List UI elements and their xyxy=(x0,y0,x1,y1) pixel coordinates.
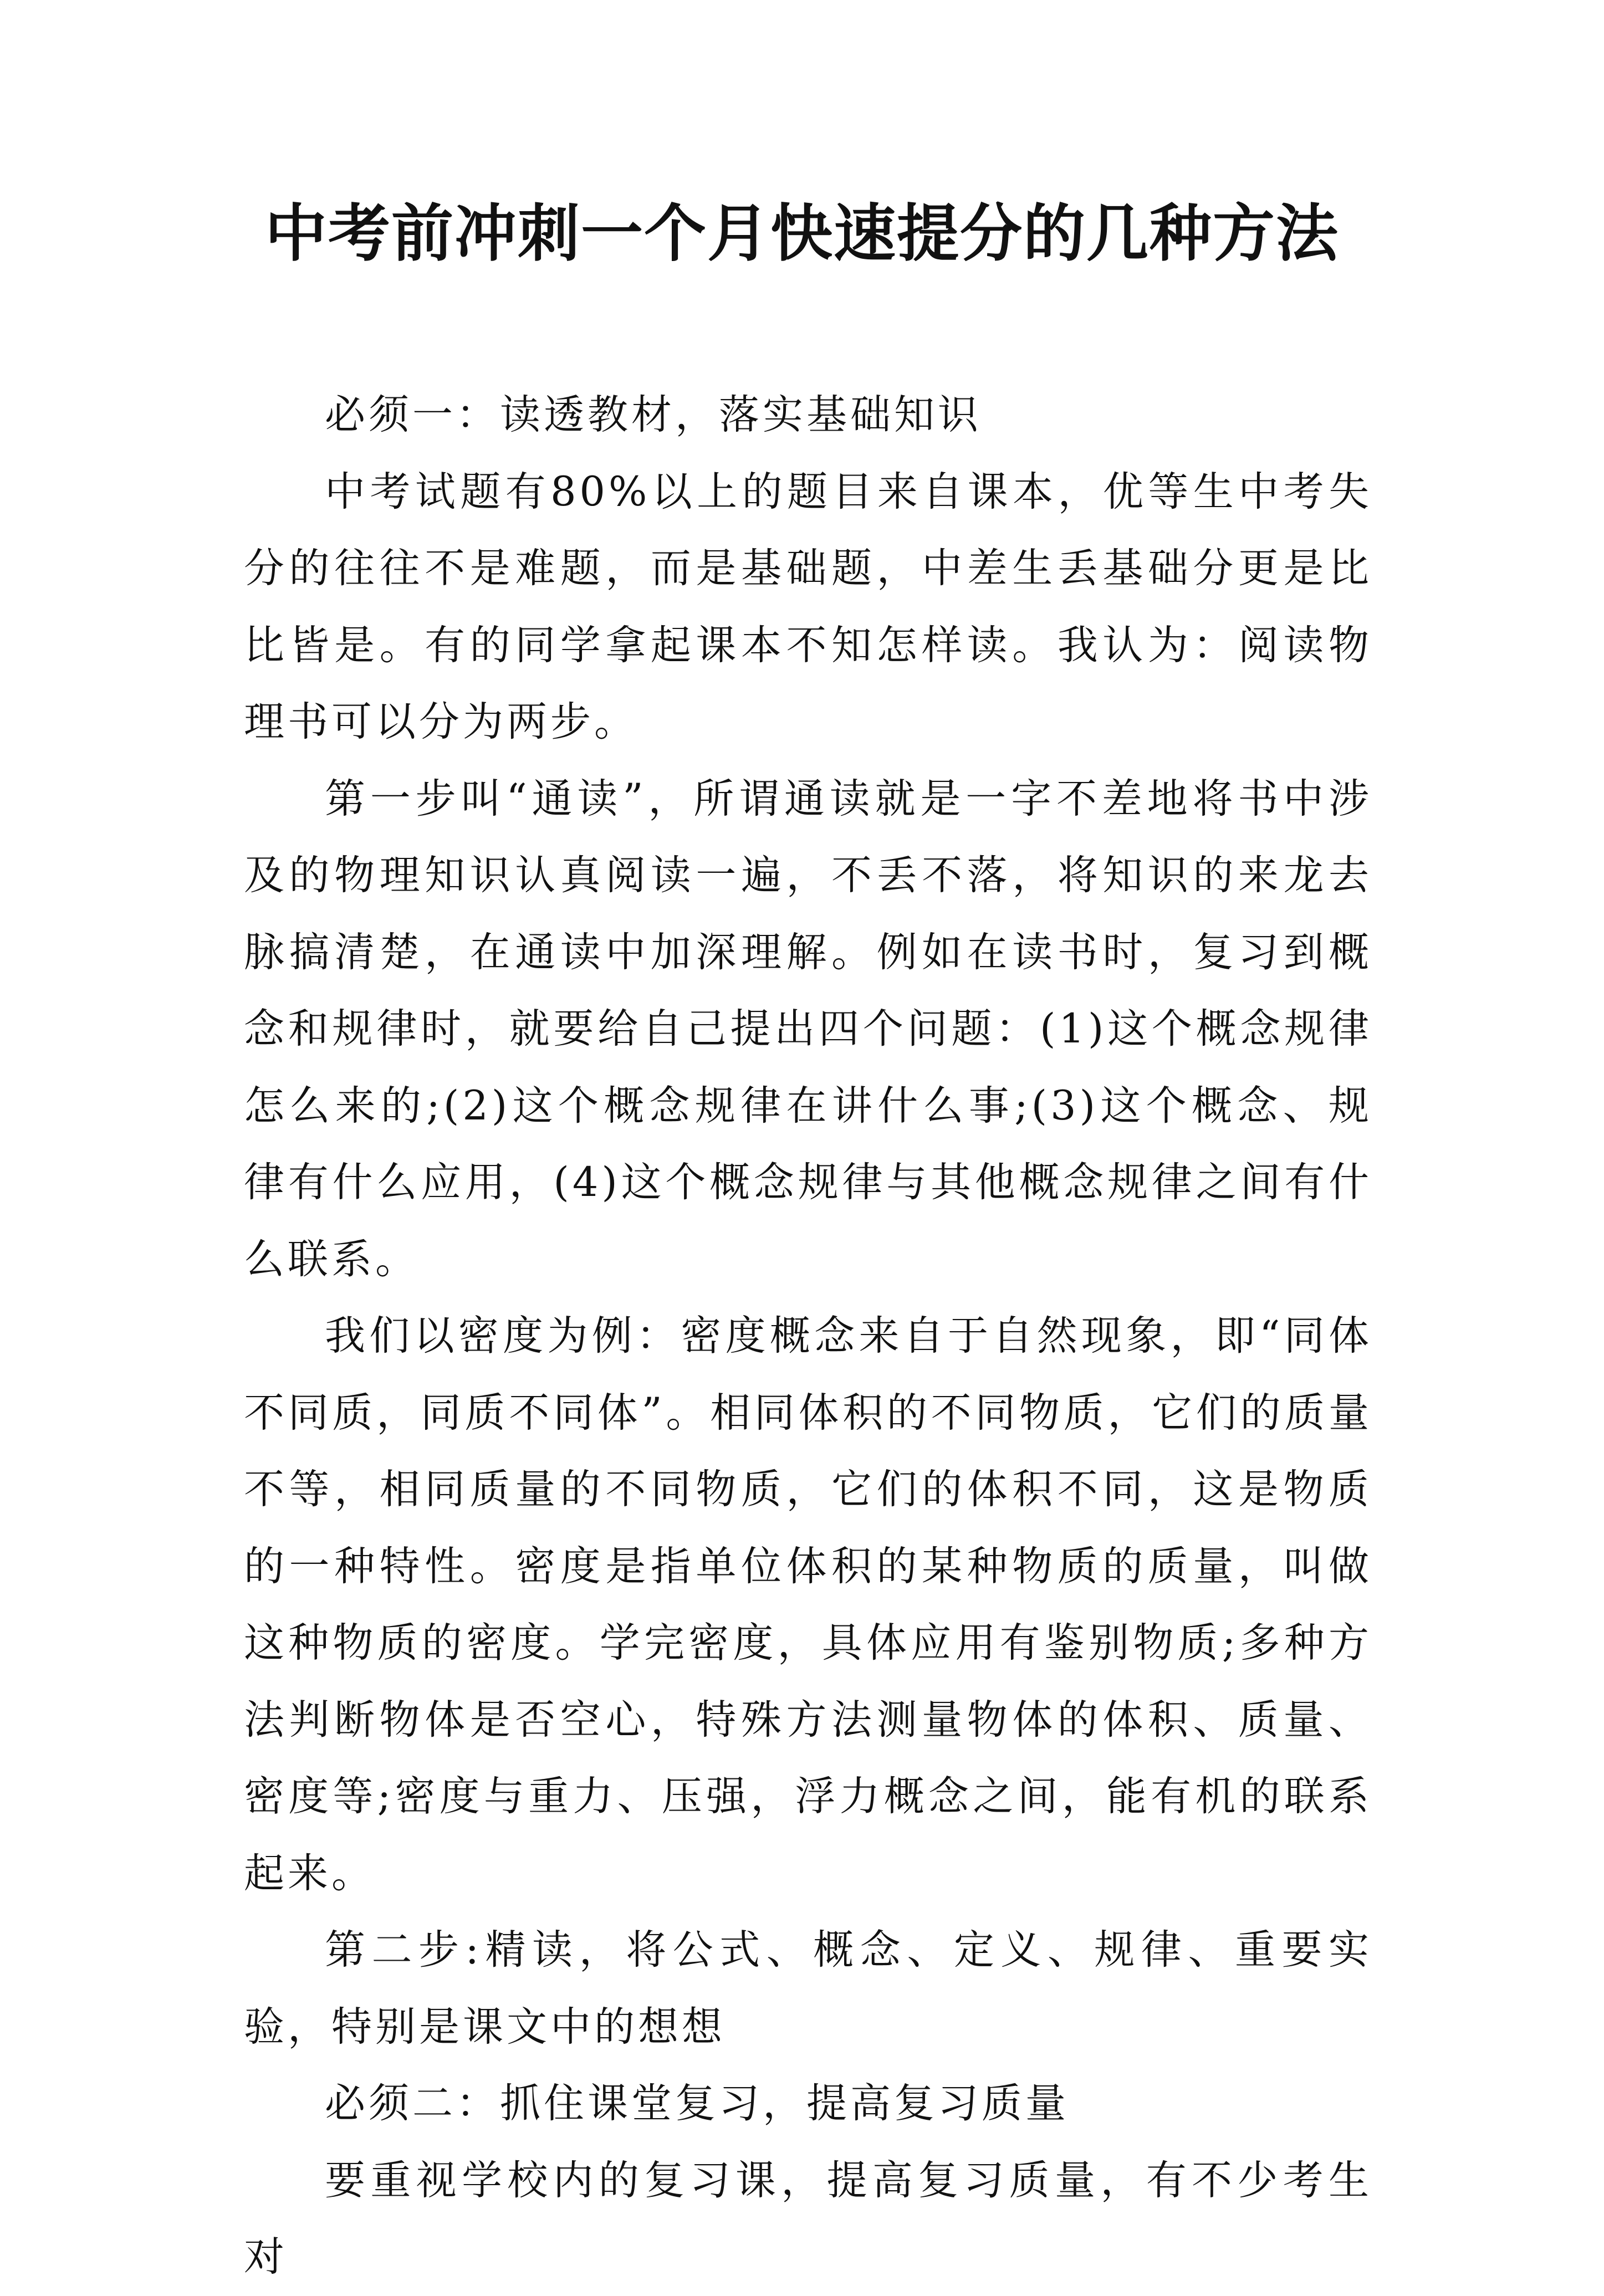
paragraph: 我们以密度为例：密度概念来自于自然现象，即“同体不同质，同质不同体”。相同体积的不同物质，它们的质量不等，相同质量的不同物质，它们的体积不同，这是物质的一种特性。密度是指单位体积的某种物质的质量，叫做这种物质的密度。学完密度，具体应用有鉴别物质;多种方法判断物体是否空心，特殊方法测量物体的体积、质量、密度等;密度与重力、压强，浮力概念之间，能有机的联系起来。 xyxy=(244,1312,1372,1897)
section-heading-one: 必须一：读透教材，落实基础知识 xyxy=(325,391,982,438)
document-body xyxy=(244,377,1372,2296)
section-heading-two: 必须二：抓住课堂复习，提高复习质量 xyxy=(325,2080,1069,2127)
paragraph: 第二步:精读，将公式、概念、定义、规律、重要实验，特别是课文中的想想 xyxy=(244,1926,1372,2050)
paragraph: 中考试题有80%以上的题目来自课本，优等生中考失分的往往不是难题，而是基础题，中差生丢基础分更是比比皆是。有的同学拿起课本不知怎样读。我认为：阅读物理书可以分为两步。 xyxy=(244,468,1372,745)
paragraph: 要重视学校内的复习课，提高复习质量，有不少考生对 xyxy=(244,2156,1372,2280)
document-title: 中考前冲刺一个月快速提分的几种方法 xyxy=(265,197,1339,270)
paragraph: 第一步叫“通读”，所谓通读就是一字不差地将书中涉及的物理知识认真阅读一遍，不丢不落，将知识的来龙去脉搞清楚，在通读中加深理解。例如在读书时，复习到概念和规律时，就要给自己提出四个问题：(1)这个概念规律怎么来的;(2)这个概念规律在讲什么事;(3)这个概念、规律有什么应用，(4)这个概念规律与其他概念规律之间有什么联系。 xyxy=(244,775,1372,1283)
